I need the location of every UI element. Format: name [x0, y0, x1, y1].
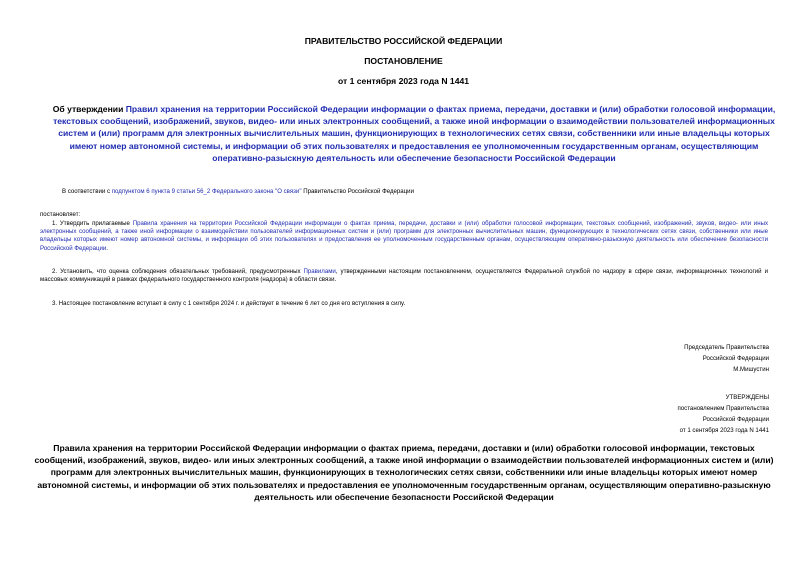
decree-date: от 1 сентября 2023 года N 1441 [337, 76, 470, 86]
approved-label: УТВЕРЖДЕНЫ [725, 394, 769, 401]
p1-prefix: 1. Утвердить прилагаемые [52, 220, 133, 227]
approved-country: Российской Федерации [702, 416, 769, 423]
signature-block [684, 342, 769, 375]
basis-suffix: Правительство Российской Федерации [301, 188, 414, 195]
basis-prefix: В соответствии с [62, 188, 112, 195]
p1-rules-link[interactable]: Правила хранения на территории Российской Федерации информации о фактах приема, передачи, доставки и (или) обработки голосовой информации, текстовых сообщений, изображений, звуков, видео- или иных электронных сообщений, а также иной информации о взаимодействии пользователей информационных систем и (или) программ для электронных вычислительных машин, функционирующих в технологических сетях связи, собственники или иные владельцы которых имеют номер автономной системы, и информации об этих пользователях и предоставления ее уполномоченным государственным органам, осуществляющим оперативно-разыскную деятельность или обеспечение безопасности Российской Федерации [40, 220, 769, 252]
title-rules-link[interactable]: Правил хранения на территории Российской Федерации информации о фактах приема, передачи, доставки и (или) обработки голосовой информации, текстовых сообщений, изображений, звуков, видео- или иных электронных сообщений, а также иной информации о взаимодействии пользователей информационных систем и (или) программ для электронных вычислительных машин, функционирующих в технологических сетях связи, собственники или иные владельцы которых имеют номер автономной системы, и информации об этих пользователях и предоставления ее уполномоченным государственным органам, осуществляющим оперативно-разыскную деятельность или обеспечение безопасности Российской Федерации [53, 104, 776, 163]
p2-rules-link[interactable]: Правилами [303, 268, 336, 275]
p2-prefix: 2. Установить, что оценка соблюдения обязательных требований, предусмотренных [52, 268, 304, 275]
legal-basis [62, 188, 414, 196]
chair-name: М.Мишустин [733, 366, 769, 373]
paragraph-1 [40, 220, 768, 253]
title-prefix: Об утверждении [52, 104, 126, 114]
government-heading: ПРАВИТЕЛЬСТВО РОССИЙСКОЙ ФЕДЕРАЦИИ [304, 36, 503, 46]
decree-heading: ПОСТАНОВЛЕНИЕ [364, 56, 443, 66]
law-article-link[interactable]: подпунктом 6 пункта 9 статьи 56_2 Федерального закона "О связи" [111, 188, 302, 195]
rules-title: Правила хранения на территории Российской Федерации информации о фактах приема, передачи, доставки и (или) обработки голосовой информации, текстовых сообщений, изображений, звуков, видео- или иных электронных сообщений, а также иной информации о взаимодействии пользователей информационных систем и (или) программ для электронных вычислительных машин, функционирующих в технологических сетях связи, собственники или иные владельцы которых имеют номер автономной системы, и информации об этих пользователях и предоставления ее уполномоченным государственным органам, осуществляющим оперативно-разыскную деятельность или обеспечение безопасности Российской Федерации [34, 443, 774, 502]
approved-by: постановлением Правительства [677, 405, 769, 412]
decree-title [52, 103, 776, 164]
resolves-text: постановляет: [40, 211, 81, 218]
chair-country: Российской Федерации [702, 355, 769, 362]
chair-title: Председатель Правительства [684, 344, 769, 351]
paragraph-2 [40, 268, 768, 284]
paragraph-3: 3. Настоящее постановление вступает в силу с 1 сентября 2024 г. и действует в течение 6 лет со дня его вступления в силу. [52, 300, 406, 307]
approved-date: от 1 сентября 2023 года N 1441 [679, 427, 769, 434]
p1-suffix: . [106, 244, 108, 252]
approval-block [677, 392, 769, 436]
p2-suffix: , утвержденными настоящим постановлением, осуществляется Федеральной службой по надзору в сфере связи, информационных технологий и массовых коммуникаций в рамках федерального государственного контроля (надзора) в области связи. [40, 268, 768, 284]
